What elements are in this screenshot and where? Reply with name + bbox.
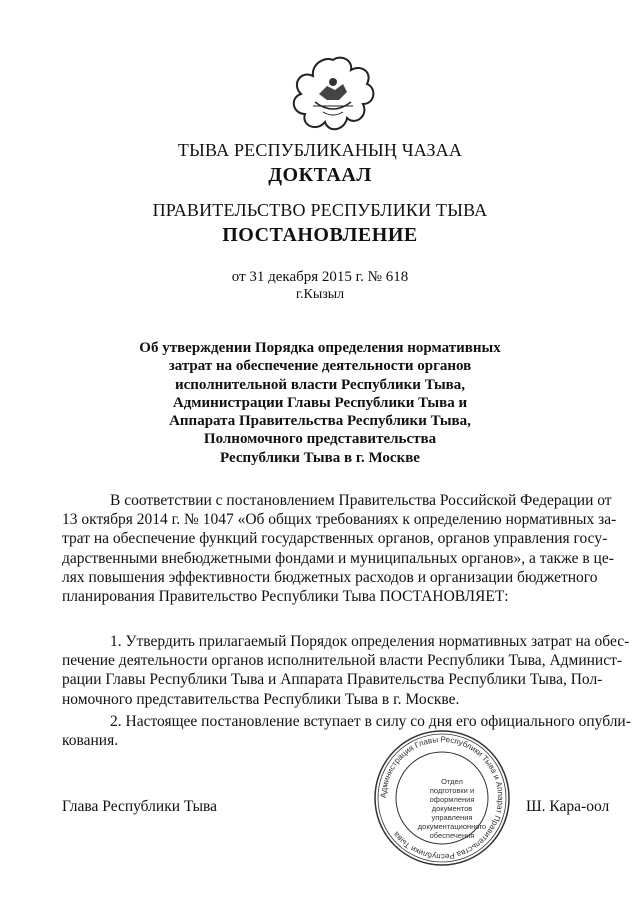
title-line: Аппарата Правительства Республики Тыва, [169, 413, 471, 430]
paragraph-preamble [62, 491, 617, 606]
tuva-coat-of-arms-icon [289, 56, 377, 136]
title-line: затрат на обеспечение деятельности органов [168, 358, 472, 375]
stamp-line: документационного [417, 822, 487, 831]
paragraph-line: дарственными внебюджетными фондами и муниципальных органов», а также в це- [62, 549, 614, 567]
paragraph-line: 2. Настоящее постановление вступает в силу со дня его официального опубли- [110, 713, 631, 730]
signature-name: Ш. Кара-оол [526, 798, 610, 815]
stamp-line: оформления документов [429, 795, 475, 813]
paragraph-line: рации Главы Республики Тыва и Аппарата Правительства Республики Тыва, Пол- [62, 671, 603, 689]
header-tyva-line: ТЫВА РЕСПУБЛИКАНЫҢ ЧАЗАА [177, 140, 463, 160]
paragraph-line: В соответствии с постановлением Правительства Российской Федерации от [110, 492, 612, 509]
stamp-line: управления [431, 813, 473, 822]
paragraph-line: лях повышения эффективности бюджетных расходов и организации бюджетного [62, 568, 598, 586]
paragraph-line: номочного представительства Республики Тыва в г. Москве. [62, 690, 460, 708]
header-government-line: ПРАВИТЕЛЬСТВО РЕСПУБЛИКИ ТЫВА [152, 200, 488, 220]
document-date: от 31 декабря 2015 г. № 618 [231, 269, 409, 285]
document-city: г.Кызыл [295, 287, 345, 302]
paragraph-line: 13 октября 2014 г. № 1047 «Об общих требованиях к определению нормативных за- [62, 511, 617, 529]
document-title [130, 339, 510, 467]
title-line: Администрации Главы Республики Тыва и [172, 394, 468, 411]
paragraph-line: 1. Утвердить прилагаемый Порядок определения нормативных затрат на обес- [110, 633, 630, 650]
title-line: исполнительной власти Республики Тыва, [174, 376, 466, 393]
signature-position: Глава Республики Тыва [62, 798, 218, 815]
paragraph-line: печение деятельности органов исполнительной власти Республики Тыва, Админист- [62, 652, 623, 670]
paragraph-line: кования. [62, 732, 119, 750]
stamp-inner-text [412, 777, 492, 840]
paragraph-item-2 [62, 712, 631, 750]
stamp-line: подготовки и [429, 786, 475, 795]
header-postanovlenie: ПОСТАНОВЛЕНИЕ [222, 224, 418, 246]
paragraph-item-1 [62, 632, 630, 709]
stamp-line: Отдел [441, 777, 463, 786]
stamp-ring-text: Администрация Главы Республики Тыва и Аппарат Правительства Республики Тыва [378, 734, 506, 862]
title-line: Полномочного представительства [203, 431, 437, 448]
title-line: Об утверждении Порядка определения нормативных [139, 340, 501, 356]
stamp-line: обеспечения [429, 831, 475, 840]
paragraph-line: трат на обеспечение функций государственных органов, органов управления госу- [62, 530, 608, 548]
title-line: Республики Тыва в г. Москве [220, 449, 420, 466]
header-doktaal: ДОКТААЛ [268, 164, 372, 186]
paragraph-line: планирования Правительство Республики Тыва ПОСТАНОВЛЯЕТ: [62, 588, 509, 606]
